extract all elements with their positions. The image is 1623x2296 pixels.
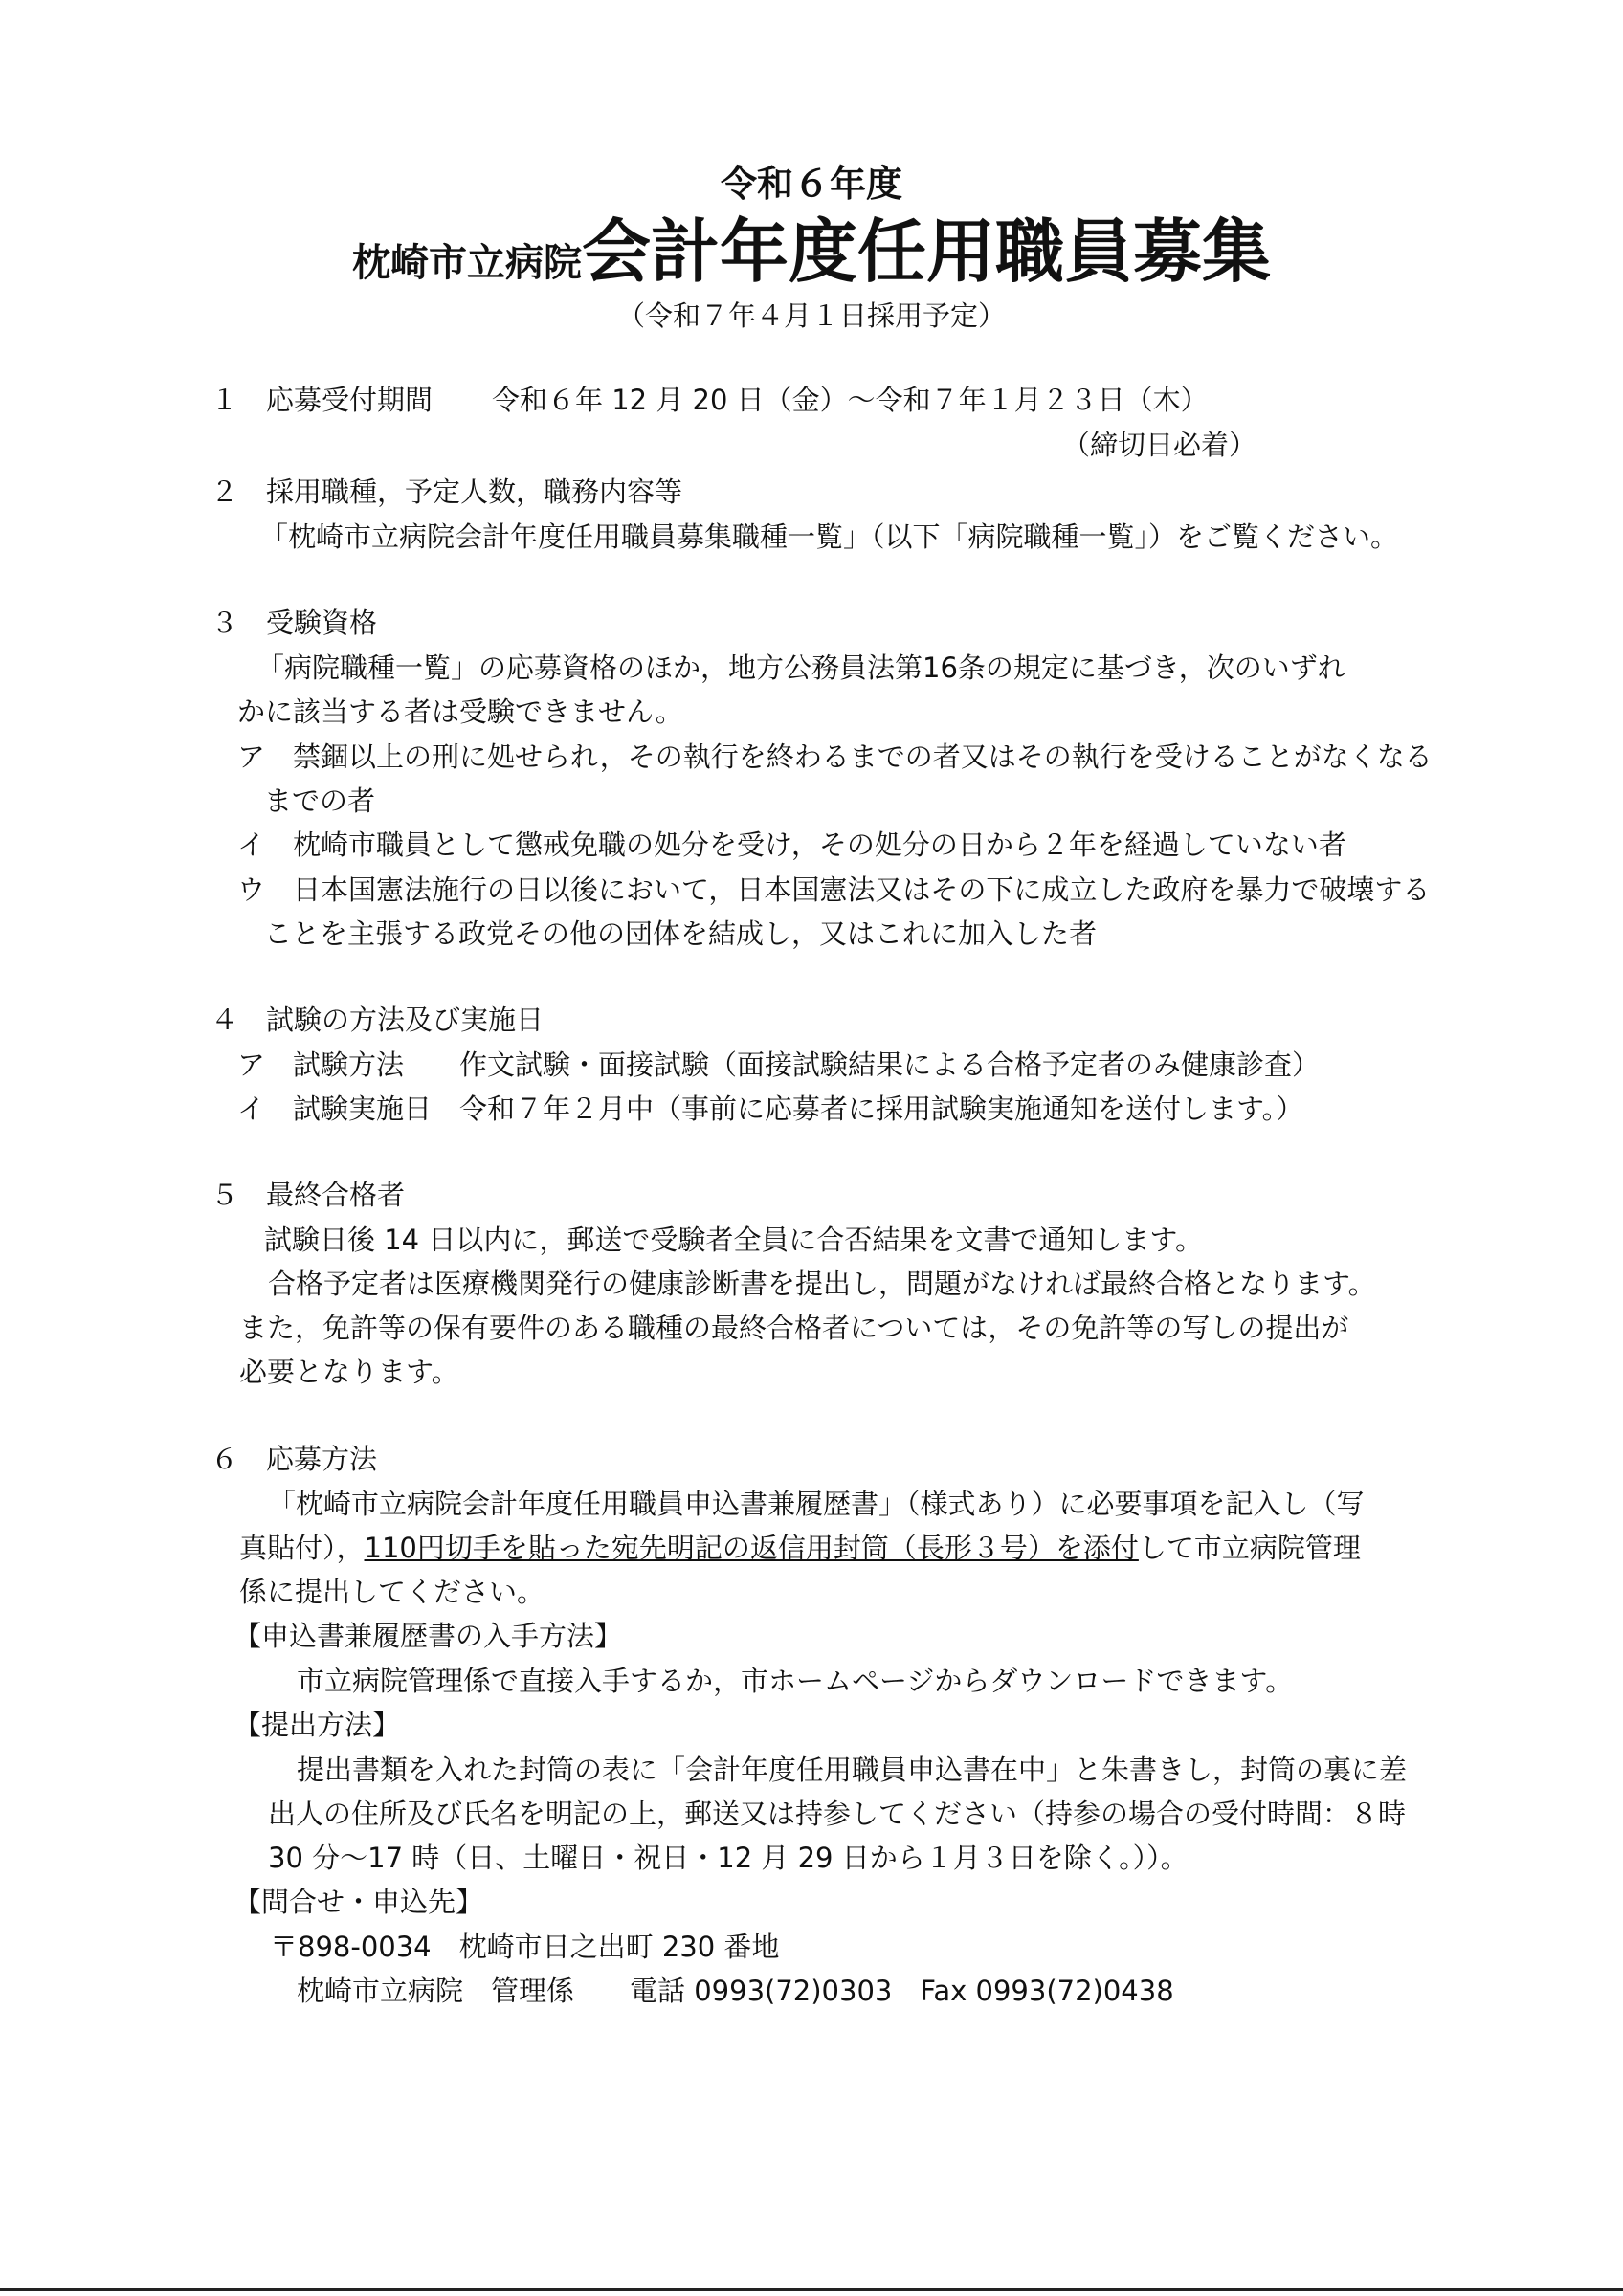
hiring-date-subtitle: （令和７年４月１日採用予定）	[616, 299, 1006, 332]
section-5-para-2-line-1: 合格予定者は医療機関発行の健康診断書を提出し，問題がなければ最終合格となります。	[268, 1268, 1376, 1300]
exam-method: ア 試験方法 作文試験・面接試験（面接試験結果による合格予定者のみ健康診査）	[237, 1049, 1321, 1081]
return-envelope-requirement: 110円切手を貼った宛先明記の返信用封筒（長形３号）を添付	[364, 1532, 1139, 1564]
organization-name: 枕崎市立病院	[351, 241, 582, 285]
deadline-note: （締切日必着）	[1062, 429, 1257, 461]
section-6-para-line-2	[239, 1529, 1361, 1567]
application-period: 令和６年 12 月 20 日（金）～令和７年１月２３日（木）	[492, 384, 1209, 416]
submit-method-heading: 【提出方法】	[233, 1709, 401, 1741]
section-3-item-u-line-1: ウ 日本国憲法施行の日以後において，日本国憲法又はその下に成立した政府を暴力で破壊する	[237, 873, 1431, 906]
section-6-para-line-2-end: して市立病院管理	[1138, 1532, 1361, 1564]
section-3-intro-line-2: かに該当する者は受験できません。	[237, 695, 683, 728]
section-3-heading: ３ 受験資格	[211, 607, 378, 639]
section-1-heading: １ 応募受付期間	[211, 384, 434, 416]
section-3-item-a-line-2: までの者	[264, 784, 376, 817]
section-5-para-1: 試験日後 14 日以内に，郵送で受験者全員に合否結果を文書で通知します。	[264, 1224, 1204, 1256]
recruitment-title: 会計年度任用職員募集	[581, 211, 1271, 292]
submit-method-line-2: 出人の住所及び氏名を明記の上，郵送又は持参してください（持参の場合の受付時間：８時	[268, 1798, 1407, 1830]
section-5-heading: ５ 最終合格者	[211, 1179, 406, 1211]
fiscal-year-heading: 令和６年度	[720, 163, 902, 205]
submit-method-line-1: 提出書類を入れた封筒の表に「会計年度任用職員申込書在中」と朱書きし，封筒の裏に差	[297, 1754, 1408, 1786]
obtain-form-heading: 【申込書兼履歴書の入手方法】	[233, 1620, 623, 1652]
contact-office-phone-fax: 枕崎市立病院 管理係 電話 0993(72)0303 Fax 0993(72)0438	[297, 1975, 1174, 2007]
contact-heading: 【問合せ・申込先】	[233, 1886, 484, 1918]
section-5-para-2-line-2: また，免許等の保有要件のある職種の最終合格者については，その免許等の写しの提出が	[239, 1312, 1349, 1344]
section-6-para-line-1: 「枕崎市立病院会計年度任用職員申込書兼履歴書」（様式あり）に必要事項を記入し（写	[268, 1488, 1365, 1520]
exam-date: イ 試験実施日 令和７年２月中（事前に応募者に採用試験実施通知を送付します。）	[237, 1093, 1304, 1125]
section-6-para-line-2-start: 真貼付），	[239, 1532, 365, 1564]
section-2-heading: ２ 採用職種，予定人数，職務内容等	[211, 475, 683, 508]
section-3-intro-line-1: 「病院職種一覧」の応募資格のほか，地方公務員法第16条の規定に基づき，次のいずれ	[256, 651, 1345, 684]
section-3-item-u-line-2: ことを主張する政党その他の団体を結成し，又はこれに加入した者	[264, 917, 1098, 950]
section-2-body: 「枕崎市立病院会計年度任用職員募集職種一覧」（以下「病院職種一覧」）をご覧ください。	[260, 520, 1399, 553]
page-bottom-border	[0, 2288, 1623, 2291]
section-6-heading: ６ 応募方法	[211, 1443, 378, 1475]
section-6-para-line-3: 係に提出してください。	[239, 1576, 545, 1608]
contact-address: 〒898-0034 枕崎市日之出町 230 番地	[270, 1931, 780, 1963]
section-3-item-i: イ 枕崎市職員として懲戒免職の処分を受け，その処分の日から２年を経過していない者	[237, 828, 1346, 861]
obtain-form-body: 市立病院管理係で直接入手するか，市ホームページからダウンロードできます。	[297, 1665, 1294, 1697]
section-3-item-a-line-1: ア 禁錮以上の刑に処せられ，その執行を終わるまでの者又はその執行を受けることがなくなる	[237, 740, 1433, 773]
section-5-para-2-line-3: 必要となります。	[239, 1356, 459, 1388]
submit-method-line-3: 30 分～17 時（日、土曜日・祝日・12 月 29 日から１月３日を除く。））。	[268, 1842, 1189, 1874]
section-4-heading: ４ 試験の方法及び実施日	[211, 1004, 545, 1036]
